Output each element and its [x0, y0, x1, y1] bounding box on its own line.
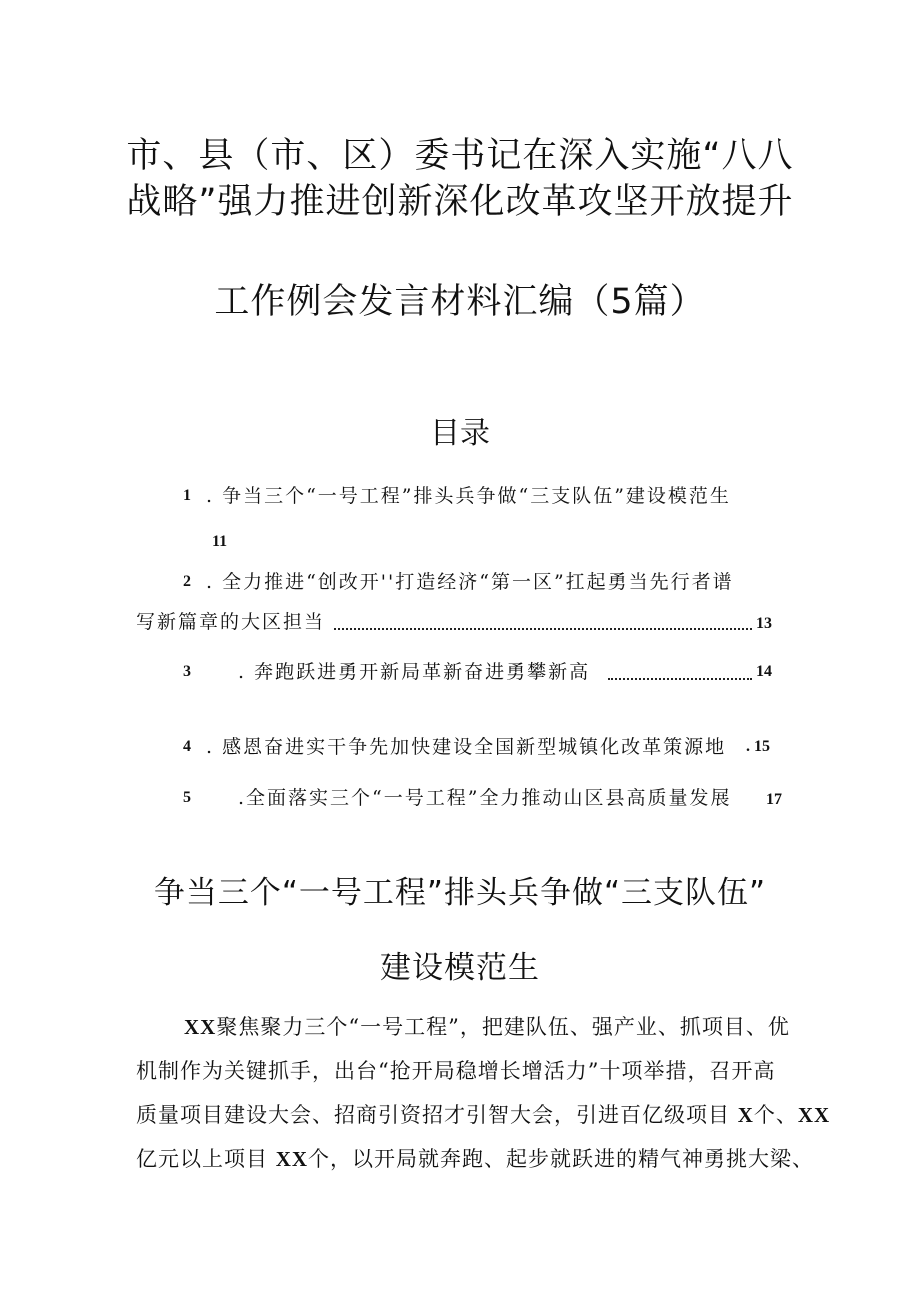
toc-item-text: . 奔跑跃进勇开新局革新奋进勇攀新高	[238, 661, 591, 683]
paragraph-line-1: XX聚焦聚力三个“一号工程”，把建队伍、强产业、抓项目、优	[184, 1015, 790, 1039]
toc-item-number: 2	[183, 573, 191, 590]
toc-item-page: 14	[756, 663, 772, 680]
toc-item-number: 4	[183, 738, 191, 755]
toc-item-page: 11	[212, 533, 228, 550]
article-title-line-1: 争当三个“一号工程”排头兵争做“三支队伍”	[153, 875, 767, 911]
toc-item-text: . 全力推进“创改开''打造经济“第一区”扛起勇当先行者谱	[206, 571, 734, 593]
toc-item-number: 3	[183, 663, 191, 680]
toc-item-text: . 争当三个“一号工程”排头兵争做“三支队伍”建设模范生	[206, 485, 731, 507]
paragraph-line-4: 亿元以上项目 XX个，以开局就奔跑、起步就跃进的精气神勇挑大梁、	[136, 1147, 815, 1171]
toc-leader-dots	[608, 678, 752, 680]
toc-item-number: 5	[183, 789, 191, 806]
document-title-line-3: 工作例会发言材料汇编（5篇）	[214, 282, 706, 322]
toc-item-page: 13	[756, 615, 772, 632]
toc-item-text: . 感恩奋进实干争先加快建设全国新型城镇化改革策源地	[206, 736, 727, 758]
document-title-line-2: 战略”强力推进创新深化改革攻坚开放提升	[126, 182, 794, 222]
toc-heading: 目录	[430, 416, 490, 451]
toc-item-text-continued: 写新篇章的大区担当	[136, 611, 326, 633]
toc-leader-dots	[334, 628, 752, 630]
toc-item-page: 17	[766, 791, 782, 808]
toc-item-page: . 15	[746, 738, 770, 755]
toc-item-text: .全面落实三个“一号工程”全力推动山区县高质量发展	[238, 787, 732, 809]
paragraph-line-3: 质量项目建设大会、招商引资招才引智大会，引进百亿级项目 X个、XX	[136, 1103, 831, 1127]
toc-item-number: 1	[183, 487, 191, 504]
document-title-line-1: 市、县（市、区）委书记在深入实施“八八	[126, 136, 794, 176]
article-title-line-2: 建设模范生	[380, 950, 540, 986]
paragraph-line-2: 机制作为关键抓手，出台“抢开局稳增长增活力”十项举措，召开高	[136, 1059, 776, 1083]
